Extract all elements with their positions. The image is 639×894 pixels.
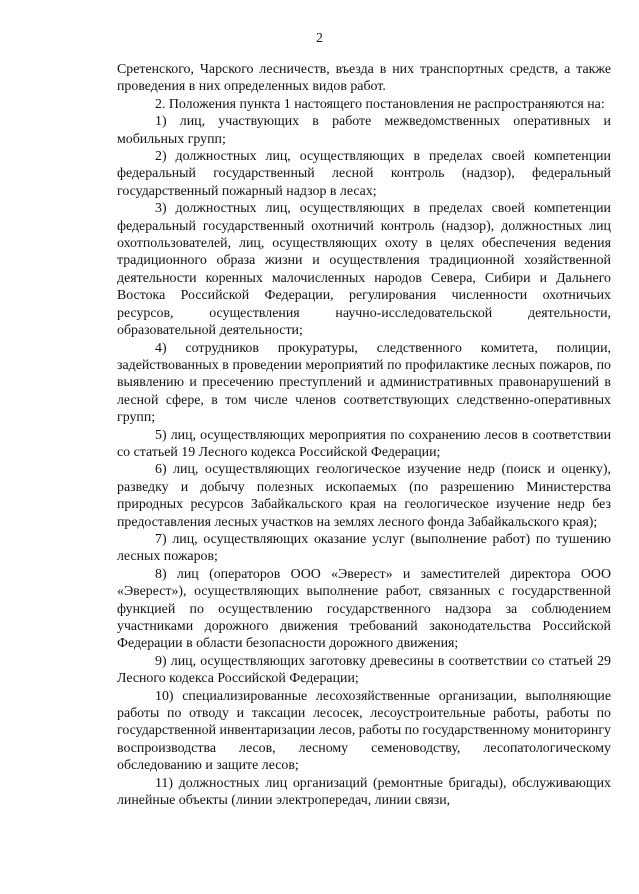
list-item-5: 5) лиц, осуществляющих мероприятия по сохранению лесов в соответствии со статьей 19 Лесного кодекса Российской Федерации; xyxy=(117,427,611,460)
list-item-10: 10) специализированные лесохозяйственные организации, выполняющие работы по отводу и таксации лесосек, лесоустроительные работы, работы по государственной инвентаризации лесов, работы по государственному мониторингу воспроизводства лесов, лесному семеноводству, лесопатологическому обследованию и защите лесов; xyxy=(117,688,611,774)
page-number: 2 xyxy=(316,30,323,45)
paragraph-item-2: 2. Положения пункта 1 настоящего постановления не распространяются на: xyxy=(155,96,605,112)
paragraph-continuation: Сретенского, Чарского лесничеств, въезда в них транспортных средств, а также проведения в них определенных видов работ. xyxy=(117,62,611,95)
document-body xyxy=(117,61,611,809)
list-item-1: 1) лиц, участвующих в работе межведомственных оперативных и мобильных групп; xyxy=(117,114,611,147)
list-item-3: 3) должностных лиц, осуществляющих в пределах своей компетенции федеральный государственный охотничий контроль (надзор), должностных лиц охотпользователей, лиц, осуществляющих охоту в целях обеспечения ведения традиционного образа жизни и осуществления традиционной хозяйственной деятельности коренных малочисленных народов Севера, Сибири и Дальнего Востока Российской Федерации, регулирования численности охотничьих ресурсов, осуществления научно-исследовательской деятельности, образовательной деятельности; xyxy=(117,201,611,339)
list-item-7: 7) лиц, осуществляющих оказание услуг (выполнение работ) по тушению лесных пожаров; xyxy=(117,531,611,565)
list-item-6: 6) лиц, осуществляющих геологическое изучение недр (поиск и оценку), разведку и добычу полезных ископаемых (по разрешению Министерства природных ресурсов Забайкальского края на геологическое изучение недр без предоставления лесных участков на землях лесного фонда Забайкальского края); xyxy=(117,462,611,530)
list-item-9: 9) лиц, осуществляющих заготовку древесины в соответствии со статьей 29 Лесного кодекса Российской Федерации; xyxy=(117,653,611,687)
list-item-2: 2) должностных лиц, осуществляющих в пределах своей компетенции федеральный государственный лесной контроль (надзор), федеральный государственный пожарный надзор в лесах; xyxy=(117,149,611,199)
list-item-4: 4) сотрудников прокуратуры, следственного комитета, полиции, задействованных в проведении мероприятий по профилактике лесных пожаров, по выявлению и пресечению преступлений и административных правонарушений в лесной сфере, в том числе членов соответствующих следственно-оперативных групп; xyxy=(117,340,611,426)
list-item-8: 8) лиц (операторов ООО «Эверест» и заместителей директора ООО «Эверест»), осуществляющих выполнение работ, связанных с государственной функцией по осуществлению государственного надзора за соблюдением участниками дорожного движения требований законодательства Российской Федерации в области безопасности дорожного движения; xyxy=(117,566,611,652)
list-item-11: 11) должностных лиц организаций (ремонтные бригады), обслуживающих линейные объекты (линии электропередач, линии связи, xyxy=(117,775,611,809)
